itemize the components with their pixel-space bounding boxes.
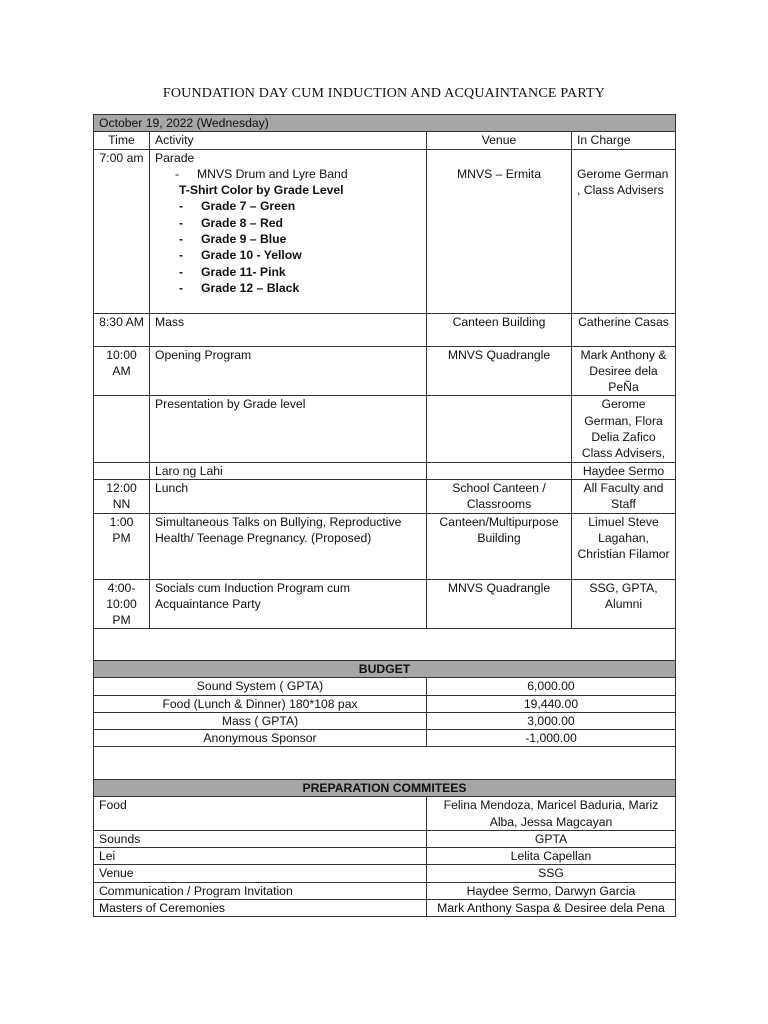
- in-charge-cell: Haydee Sermo: [572, 462, 676, 479]
- committee-role: Masters of Ceremonies: [94, 900, 427, 917]
- schedule-date: October 19, 2022 (Wednesday): [94, 115, 676, 132]
- committee-members: Haydee Sermo, Darwyn Garcia: [427, 882, 676, 899]
- budget-row: [94, 730, 676, 747]
- schedule-table: [93, 114, 676, 662]
- grade-item: - Grade 12 – Black: [179, 280, 300, 295]
- committee-role: Sounds: [94, 830, 427, 847]
- grade-item: - Grade 11- Pink: [179, 264, 286, 279]
- committee-row: [94, 797, 676, 831]
- schedule-row: [94, 513, 676, 579]
- schedule-row: [94, 579, 676, 629]
- time-cell: 12:00 NN: [94, 479, 150, 513]
- activity-cell: Presentation by Grade level: [150, 396, 427, 462]
- committee-row: [94, 865, 676, 882]
- budget-heading: BUDGET: [94, 661, 676, 678]
- header-in-charge: In Charge: [572, 132, 676, 149]
- activity-cell: Lunch: [150, 479, 427, 513]
- venue-cell: [427, 396, 572, 462]
- time-cell: [94, 462, 150, 479]
- grade-item: - Grade 9 – Blue: [179, 232, 287, 247]
- header-time: Time: [94, 132, 150, 149]
- budget-item: Mass ( GPTA): [94, 712, 427, 729]
- venue-cell: MNVS Quadrangle: [427, 346, 572, 396]
- in-charge-cell: Gerome German , Class Advisers: [572, 149, 676, 313]
- committee-row: [94, 882, 676, 899]
- schedule-row: [94, 479, 676, 513]
- in-charge-cell: Mark Anthony & Desiree dela PeÑa: [572, 346, 676, 396]
- grade-item: - Grade 7 – Green: [179, 199, 296, 214]
- budget-row: [94, 712, 676, 729]
- budget-item: Anonymous Sponsor: [94, 730, 427, 747]
- committee-members: Lelita Capellan: [427, 848, 676, 865]
- time-cell: 10:00 AM: [94, 346, 150, 396]
- committees-heading: PREPARATION COMMITEES: [94, 780, 676, 797]
- venue-cell: Canteen/Multipurpose Building: [427, 513, 572, 579]
- header-venue: Venue: [427, 132, 572, 149]
- grade-item: - Grade 8 – Red: [179, 215, 283, 230]
- schedule-row-parade: [94, 149, 676, 313]
- header-activity: Activity: [150, 132, 427, 149]
- budget-heading-row: [94, 661, 676, 678]
- committee-members: Felina Mendoza, Maricel Baduria, Mariz Alba, Jessa Magcayan: [427, 797, 676, 831]
- time-cell: 1:00 PM: [94, 513, 150, 579]
- committee-role: Lei: [94, 848, 427, 865]
- committee-row: [94, 830, 676, 847]
- time-cell: 8:30 AM: [94, 313, 150, 346]
- venue-cell: Canteen Building: [427, 313, 572, 346]
- budget-row: [94, 678, 676, 695]
- schedule-row: [94, 396, 676, 462]
- activity-cell: Mass: [150, 313, 427, 346]
- budget-table: [93, 660, 676, 780]
- in-charge-cell: SSG, GPTA, Alumni: [572, 579, 676, 629]
- committees-heading-row: [94, 780, 676, 797]
- activity-cell: Opening Program: [150, 346, 427, 396]
- committee-row: [94, 848, 676, 865]
- band-item: - MNVS Drum and Lyre Band: [175, 166, 348, 181]
- in-charge-cell: Catherine Casas: [572, 313, 676, 346]
- schedule-spacer-row: [94, 629, 676, 662]
- in-charge-cell: Gerome German, Flora Delia Zafico Class Advisers,: [572, 396, 676, 462]
- budget-item: Food (Lunch & Dinner) 180*108 pax: [94, 695, 427, 712]
- committee-role: Communication / Program Invitation: [94, 882, 427, 899]
- venue-cell: [427, 462, 572, 479]
- grade-list: [155, 198, 421, 296]
- budget-amount: -1,000.00: [427, 730, 676, 747]
- in-charge-cell: Limuel Steve Lagahan, Christian Filamor: [572, 513, 676, 579]
- committee-members: Mark Anthony Saspa & Desiree dela Pena: [427, 900, 676, 917]
- budget-spacer-row: [94, 747, 676, 780]
- time-cell: 7:00 am: [94, 149, 150, 313]
- budget-amount: 19,440.00: [427, 695, 676, 712]
- venue-cell: MNVS Quadrangle: [427, 579, 572, 629]
- schedule-row: [94, 462, 676, 479]
- grade-item: - Grade 10 - Yellow: [179, 248, 302, 263]
- activity-title: Parade: [155, 150, 195, 165]
- activity-cell: Socials cum Induction Program cum Acquaintance Party: [150, 579, 427, 629]
- committee-role: Venue: [94, 865, 427, 882]
- schedule-header-row: [94, 132, 676, 149]
- tshirt-heading: T-Shirt Color by Grade Level: [179, 183, 344, 198]
- budget-row: [94, 695, 676, 712]
- date-row: [94, 115, 676, 132]
- document-title: FOUNDATION DAY CUM INDUCTION AND ACQUAINTANCE PARTY: [162, 86, 606, 101]
- venue-cell: MNVS – Ermita: [427, 149, 572, 313]
- in-charge-cell: All Faculty and Staff: [572, 479, 676, 513]
- committee-row: [94, 900, 676, 917]
- venue-cell: School Canteen / Classrooms: [427, 479, 572, 513]
- budget-amount: 6,000.00: [427, 678, 676, 695]
- budget-item: Sound System ( GPTA): [94, 678, 427, 695]
- committee-members: SSG: [427, 865, 676, 882]
- activity-cell: Laro ng Lahi: [150, 462, 427, 479]
- schedule-row: [94, 313, 676, 346]
- committee-members: GPTA: [427, 830, 676, 847]
- time-cell: 4:00-10:00 PM: [94, 579, 150, 629]
- committees-table: [93, 779, 676, 917]
- budget-amount: 3,000.00: [427, 712, 676, 729]
- activity-cell: [150, 149, 427, 313]
- activity-cell: Simultaneous Talks on Bullying, Reproductive Health/ Teenage Pregnancy. (Proposed): [150, 513, 427, 579]
- committee-role: Food: [94, 797, 427, 831]
- schedule-row: [94, 346, 676, 396]
- time-cell: [94, 396, 150, 462]
